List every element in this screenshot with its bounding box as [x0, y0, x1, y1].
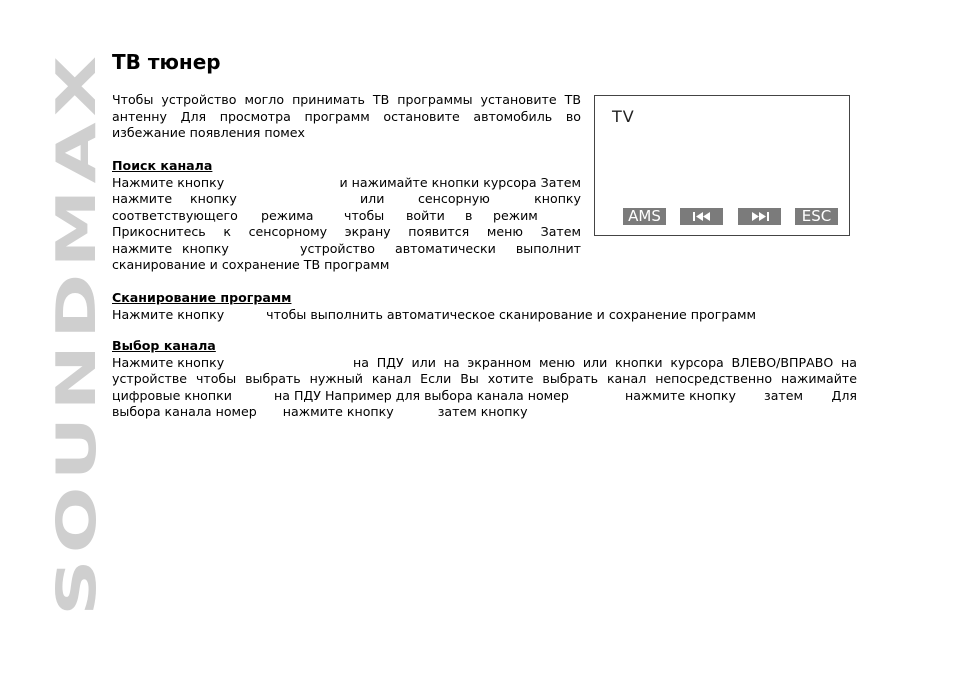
ams-button[interactable]: AMS [623, 208, 666, 225]
search-line: Прикоснитесь к сенсорному экрану появится меню Затем [112, 224, 581, 239]
brand-text: SOUNDMAX [45, 228, 108, 616]
select-line: Нажмите кнопку на ПДУ или на экранном меню или кнопки курсора ВЛЕВО/ВПРАВО на [112, 354, 857, 370]
esc-button[interactable]: ESC [795, 208, 838, 225]
next-track-icon [745, 208, 775, 225]
brand-logo [45, 50, 108, 618]
search-line: нажмите кнопку или сенсорную кнопку [112, 191, 581, 206]
brand-watermark [45, 50, 108, 618]
intro-paragraph [112, 92, 581, 142]
search-section [112, 158, 581, 274]
intro-line: антенну Для просмотра программ остановите автомобиль во [112, 108, 581, 124]
prev-track-button[interactable] [680, 208, 723, 225]
intro-line: избежание появления помех [112, 125, 306, 140]
page-title: ТВ тюнер [112, 50, 221, 74]
search-heading: Поиск канала [112, 158, 213, 173]
search-line: соответствующего режима чтобы войти в режим [112, 207, 538, 223]
scan-section [112, 290, 857, 323]
select-heading: Выбор канала [112, 338, 216, 353]
intro-line: Чтобы устройство могло принимать ТВ программы установите ТВ [112, 92, 581, 107]
search-line: нажмите кнопку устройство автоматически выполнит [112, 240, 581, 256]
prev-track-icon [687, 208, 717, 225]
scan-heading: Сканирование программ [112, 290, 292, 305]
search-line: сканирование и сохранение ТВ программ [112, 257, 390, 272]
select-line: цифровые кнопки на ПДУ Например для выбора канала номер нажмите кнопку затем Для [112, 387, 857, 403]
select-section [112, 338, 857, 421]
next-track-button[interactable] [738, 208, 781, 225]
tv-menu-screen [594, 95, 850, 236]
search-line: Нажмите кнопку и нажимайте кнопки курсора Затем [112, 174, 581, 190]
scan-line: Нажмите кнопку чтобы выполнить автоматическое сканирование и сохранение программ [112, 306, 757, 322]
tv-label: TV [612, 107, 635, 126]
select-line: устройстве чтобы выбрать нужный канал Если Вы хотите выбрать канал непосредственно нажимайте [112, 371, 857, 386]
select-line: выбора канала номер нажмите кнопку затем кнопку [112, 404, 528, 419]
